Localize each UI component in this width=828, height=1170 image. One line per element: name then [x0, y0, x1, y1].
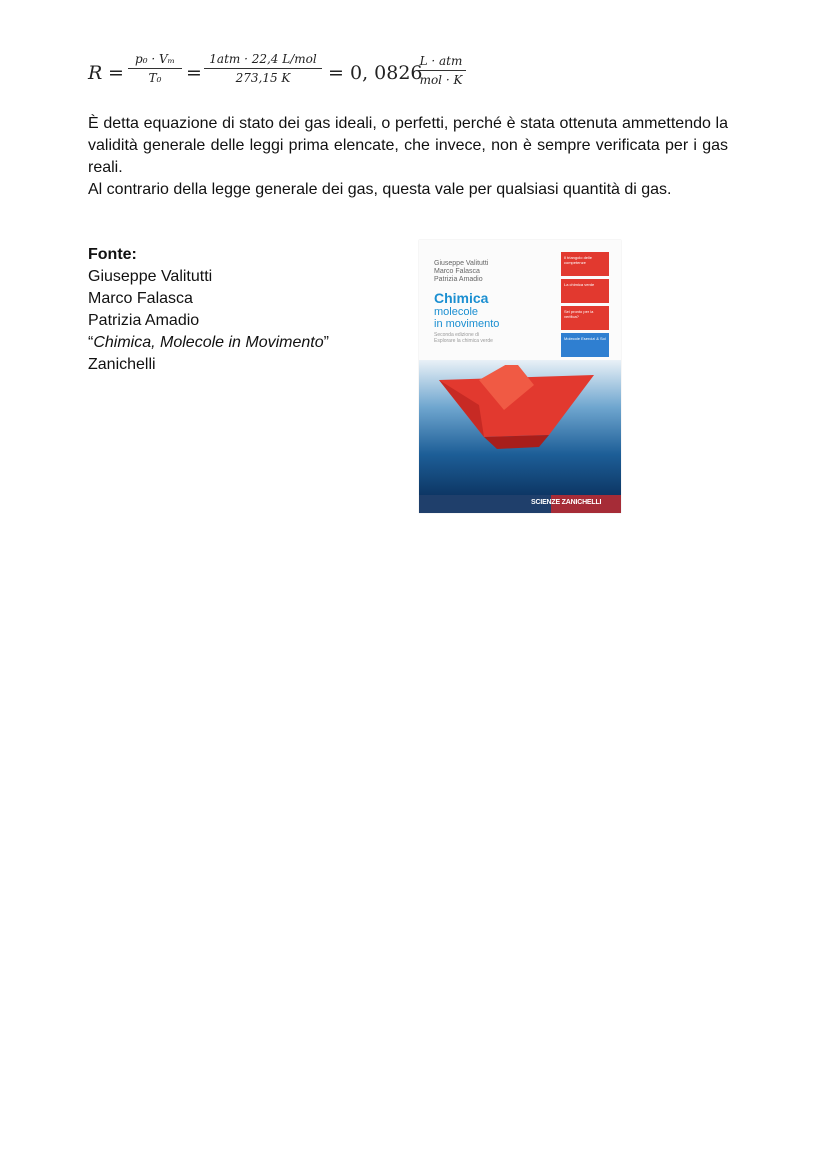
source-author-1: Giuseppe Valitutti [88, 268, 213, 285]
cover-tab-3: Sei pronto per la verifica? [561, 306, 609, 330]
fraction-unit [416, 54, 466, 87]
cover-edition [434, 332, 493, 344]
fraction-2-numerator: 1atm · 22,4 L/mol [209, 52, 317, 66]
fraction-2-bar [204, 68, 322, 69]
equals-sign-1: = [108, 62, 124, 84]
cover-subtitle [434, 306, 499, 330]
paragraph-quantity: Al contrario della legge generale dei gas, questa vale per qualsiasi quantità di gas. [88, 181, 672, 198]
cover-title: Chimica [434, 290, 489, 306]
quote-open: “ [88, 334, 94, 351]
cover-subtitle-2: in movimento [434, 318, 500, 330]
equals-sign-3: = [328, 62, 344, 84]
equals-sign-2: = [186, 62, 202, 84]
cover-authors [434, 260, 488, 284]
equation-lhs: R [88, 62, 103, 84]
cover-subtitle-1: molecole [434, 306, 479, 318]
book-cover-image [419, 240, 621, 513]
cover-tab-1: Il triangolo delle competenze [561, 252, 609, 276]
cover-publisher: SCIENZE ZANICHELLI [531, 499, 602, 506]
source-title: Chimica, Molecole in Movimento [93, 334, 324, 351]
cover-edition-1: Seconda edizione di [434, 332, 480, 338]
unit-numerator: L · atm [419, 54, 463, 68]
cover-footer [419, 495, 621, 513]
cover-author-2: Marco Falasca [434, 268, 480, 275]
fraction-values [204, 52, 322, 85]
source-publisher: Zanichelli [88, 356, 156, 373]
cover-author-3: Patrizia Amadio [434, 276, 483, 283]
paragraph-ideal-gas: È detta equazione di stato dei gas ideali, o perfetti, perché è stata ottenuta ammettendo la validità generale delle leggi prima elencate, che invece, non è sempre verificata per i gas reali. [88, 115, 728, 176]
cover-tab-2: La chimica verde [561, 279, 609, 303]
fraction-pv-over-t [128, 52, 182, 85]
unit-bar [416, 70, 466, 71]
cover-tabs [561, 252, 609, 360]
fraction-1-numerator: p₀ · Vₘ [135, 52, 175, 66]
cover-edition-2: Esplorare la chimica verde [434, 338, 493, 344]
unit-denominator: mol · K [419, 73, 463, 87]
fraction-2-denominator: 273,15 K [235, 71, 291, 85]
ideal-gas-constant-equation [88, 52, 488, 98]
fraction-1-bar [128, 68, 182, 69]
source-block [88, 244, 388, 376]
paper-boat-icon [439, 365, 609, 455]
source-title-line [88, 332, 388, 354]
equation-result: 0, 0826 [350, 62, 423, 84]
source-label: Fonte: [88, 246, 137, 263]
source-author-3: Patrizia Amadio [88, 312, 200, 329]
cover-tab-4: Molecole Esercizi & Sol [561, 333, 609, 357]
explanation-paragraph [88, 113, 728, 201]
cover-author-1: Giuseppe Valitutti [434, 260, 489, 267]
fraction-1-denominator: T₀ [148, 71, 162, 85]
source-author-2: Marco Falasca [88, 290, 193, 307]
quote-close: ” [323, 334, 329, 351]
